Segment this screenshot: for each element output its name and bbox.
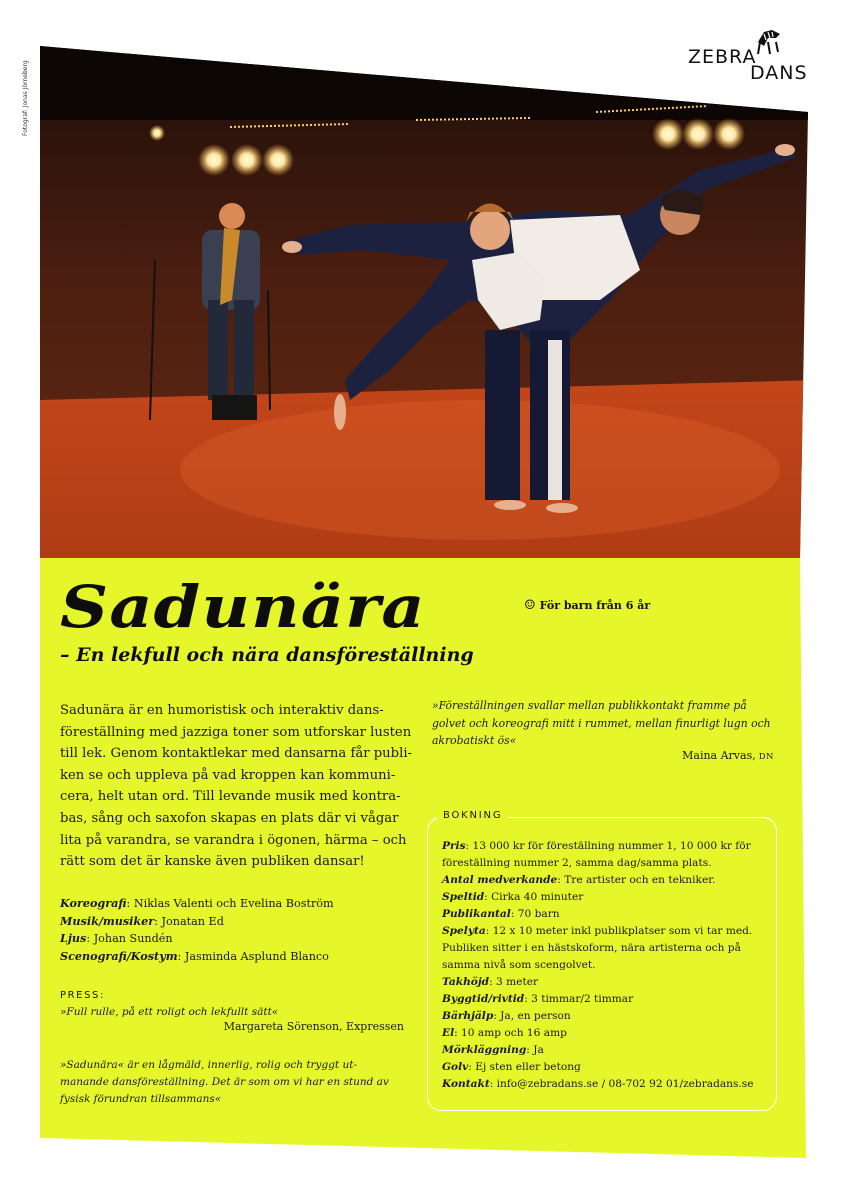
booking-row: Publikantal: 70 barn [442, 908, 560, 920]
smiley-icon: ☺ [524, 598, 536, 613]
booking-row: Spelyta: 12 x 10 meter inkl publikplatser som vi tar med. Publiken sitter i en hästskoform, nära artisterna och på samma nivå som scengolvet. [442, 925, 753, 971]
booking-item-value: Ej sten eller betong [475, 1061, 581, 1073]
booking-item-value: 3 meter [496, 976, 539, 988]
booking-item-label: Spelyta [442, 925, 486, 937]
booking-item-label: Mörkläggning [442, 1044, 527, 1056]
booking-item-label: Kontakt [442, 1078, 490, 1090]
booking-item-value: Ja, en person [500, 1010, 571, 1022]
booking-item-value: 12 x 10 meter inkl publikplatser som vi tar med. Publiken sitter i en hästskoform, nära artisterna och på samma nivå som scengolvet. [442, 925, 753, 971]
booking-row: Golv: Ej sten eller betong [442, 1061, 581, 1073]
booking-row: Mörkläggning: Ja [442, 1044, 544, 1056]
booking-item-value: Tre artister och en tekniker. [564, 874, 716, 886]
age-note-text: För barn från 6 år [539, 599, 651, 612]
booking-row: El: 10 amp och 16 amp [442, 1027, 567, 1039]
page-title: Sadunära [60, 573, 426, 641]
booking-item-value: Ja [533, 1044, 544, 1056]
press-quote-1: »Full rulle, på ett roligt och lekfullt sätt« [60, 1006, 279, 1018]
booking-item-value: 13 000 kr för föreställning nummer 1, 10 000 kr för föreställning nummer 2, samma dag/samma plats. [442, 840, 751, 869]
booking-row: Antal medverkande: Tre artister och en tekniker. [442, 874, 716, 886]
credits-list [60, 895, 420, 965]
booking-item-value: info@zebradans.se / 08-702 92 01/zebradans.se [496, 1078, 754, 1090]
credit-row: Koreografi: Niklas Valenti och Evelina Boström [60, 896, 334, 910]
booking-item-label: Antal medverkande [442, 874, 558, 886]
booking-item-label: Pris [442, 840, 466, 852]
logo-dans: DANS [750, 62, 808, 84]
booking-item-label: Byggtid/rivtid [442, 993, 525, 1005]
press-quote-2: »Sadunära« är en lågmäld, innerlig, rolig och tryggt utmanande dansföreställning. Det är som om vi har en stund av fysisk förundran tillsammans« [60, 1059, 389, 1105]
credit-label: Scenografi/Kostym [60, 948, 178, 963]
booking-item-value: 10 amp och 16 amp [461, 1027, 567, 1039]
credit-value: Johan Sundén [93, 932, 173, 945]
booking-item-value: Cirka 40 minuter [491, 891, 584, 903]
booking-item-label: Takhöjd [442, 976, 490, 988]
booking-row: Speltid: Cirka 40 minuter [442, 891, 584, 903]
booking-item-label: Speltid [442, 891, 485, 903]
credit-label: Musik/musiker [60, 913, 155, 928]
review-source [432, 749, 774, 762]
booking-label: BOKNING [437, 810, 508, 821]
press-label: PRESS: [60, 990, 105, 1001]
zebradans-logo[interactable] [688, 28, 818, 88]
booking-item-value: 3 timmar/2 timmar [531, 993, 634, 1005]
booking-item-label: Golv [442, 1061, 469, 1073]
booking-row: Byggtid/rivtid: 3 timmar/2 timmar [442, 993, 634, 1005]
credit-value: Niklas Valenti och Evelina Boström [133, 897, 334, 910]
booking-item-label: Publikantal [442, 908, 511, 920]
credit-value: Jasminda Asplund Blanco [184, 949, 329, 963]
review-quote: »Föreställningen svallar mellan publikkontakt framme på golvet och koreografi mitt i rummet, mellan finurligt lugn och akrobatiskt ös« [432, 699, 771, 747]
age-note [524, 598, 650, 613]
credit-label: Ljus [60, 931, 87, 945]
press-source-1: Margareta Sörenson, Expressen [223, 1020, 404, 1033]
page-subtitle: – En lekfull och nära dansföreställning [60, 644, 474, 666]
review-outlet: DN [758, 752, 774, 762]
booking-item-label: El [442, 1027, 455, 1039]
credit-value: Jonatan Ed [161, 914, 224, 928]
review-author: Maina Arvas, [682, 749, 756, 762]
intro-text: Sadunära är en humoristisk och interaktiv dansföreställning med jazziga toner som utforskar lusten till lek. Genom kontaktlekar med dansarna får publiken se och uppleva på vad kroppen kan kommunicera, helt utan ord. Till levande musik med kontrabas, sång och saxofon skapas en plats där vi vågar lita på varandra, se varandra i ögonen, härma – och rätt som det är kanske även publiken dansar! [60, 703, 412, 870]
booking-item-value: 70 barn [517, 908, 560, 920]
credit-label: Koreografi [60, 896, 127, 910]
credit-row: Scenografi/Kostym: Jasminda Asplund Blanco [60, 948, 329, 963]
booking-row: Pris: 13 000 kr för föreställning nummer 1, 10 000 kr för föreställning nummer 2, samma dag/samma plats. [442, 840, 751, 869]
booking-details [442, 838, 772, 1093]
booking-row: Kontakt: info@zebradans.se / 08-702 92 01/zebradans.se [442, 1078, 754, 1090]
credit-row: Musik/musiker: Jonatan Ed [60, 913, 224, 928]
booking-item-label: Bärhjälp [442, 1010, 494, 1022]
credit-row: Ljus: Johan Sundén [60, 931, 173, 945]
logo-zebra: ZEBRA [688, 46, 757, 68]
photo-credit: Fotograf: Jonas Jörneberg [22, 60, 29, 136]
booking-row: Bärhjälp: Ja, en person [442, 1010, 571, 1022]
booking-row: Takhöjd: 3 meter [442, 976, 539, 988]
